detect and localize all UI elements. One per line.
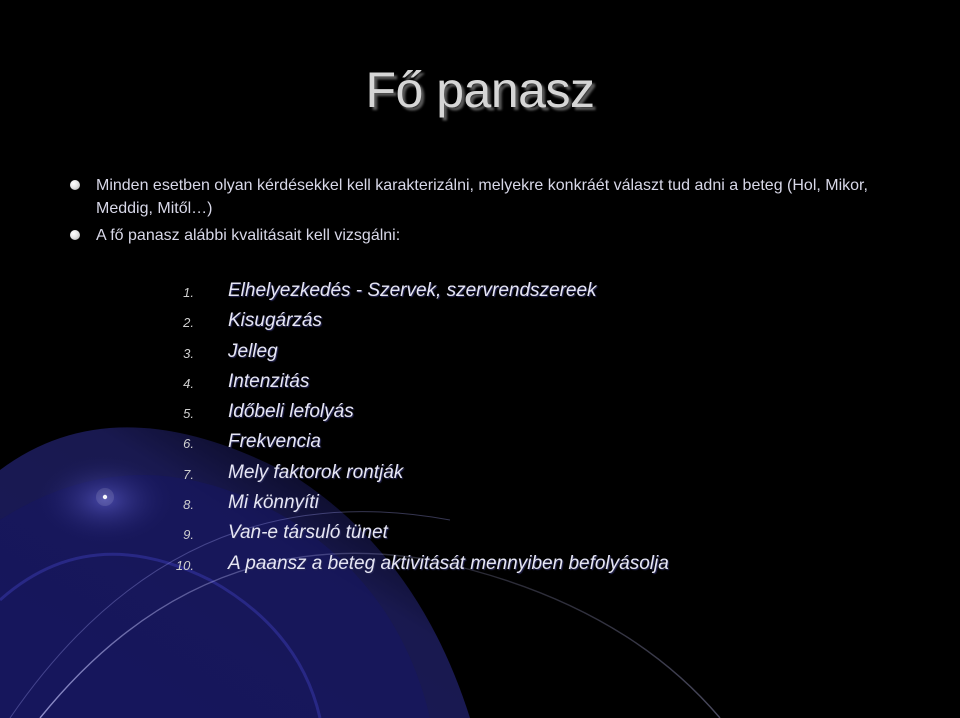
list-text: Időbeli lefolyás xyxy=(228,401,354,423)
bullet-dot-icon xyxy=(70,230,80,240)
list-number: 1. xyxy=(183,285,194,300)
list-text: Frekvencia xyxy=(228,431,321,453)
list-text: Intenzitás xyxy=(228,370,310,392)
bullet-text: Minden esetben olyan kérdésekkel kell karakterizálni, melyekre konkráét választ tud adni a beteg (Hol, Mikor, Meddig, Mitől…) xyxy=(96,177,868,217)
list-text: Jelleg xyxy=(228,340,278,362)
list-text: Mely faktorok rontják xyxy=(228,461,404,483)
list-number: 6. xyxy=(183,436,194,452)
list-number: 10. xyxy=(175,557,194,573)
bullet-item xyxy=(70,224,920,247)
list-text: Van-e társuló tünet xyxy=(228,522,388,544)
list-number: 8. xyxy=(183,497,194,513)
bullet-text: A fő panasz alábbi kvalitásait kell vizsgálni: xyxy=(96,227,401,244)
bullet-item xyxy=(70,174,920,220)
list-text: Kisugárzás xyxy=(228,310,322,332)
bullet-dot-icon xyxy=(70,180,80,190)
bullet-list xyxy=(70,174,920,251)
slide-title: Fő panasz xyxy=(365,62,595,118)
list-text: Elhelyezkedés - Szervek, szervrendszereek xyxy=(228,280,597,301)
list-number: 5. xyxy=(183,406,194,422)
list-text: A paansz a beteg aktivitását mennyiben befolyásolja xyxy=(228,552,669,574)
list-number: 3. xyxy=(183,345,194,361)
list-number: 9. xyxy=(183,527,194,543)
list-text: Mi könnyíti xyxy=(228,492,319,514)
list-number: 7. xyxy=(183,466,194,482)
list-number: 4. xyxy=(183,375,194,391)
list-number: 2. xyxy=(183,315,194,331)
